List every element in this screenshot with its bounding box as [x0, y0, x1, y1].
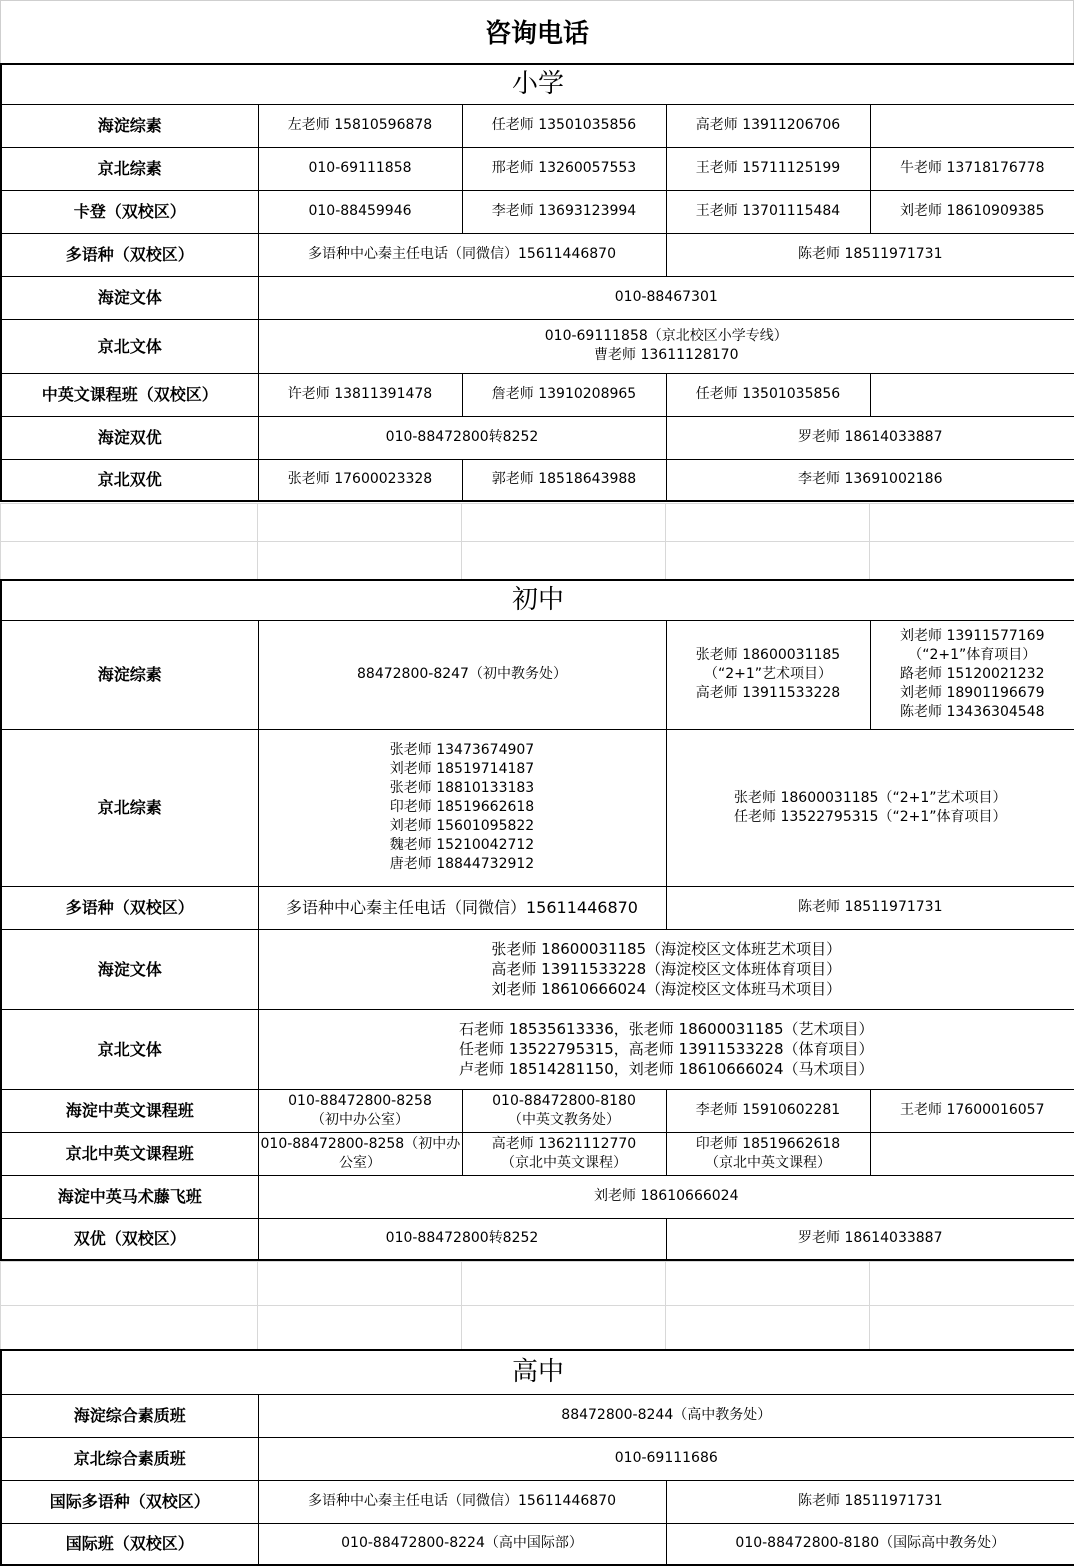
table-row — [1, 416, 1074, 459]
contact-line: 公室） — [339, 1154, 381, 1171]
table-row — [1, 459, 1074, 501]
contact-line: 010-69111858（京北校区小学专线） — [544, 328, 788, 344]
contact-cell — [462, 1132, 666, 1175]
contact-cell: 詹老师 13910208965 — [462, 373, 666, 416]
table-row — [1, 1089, 1074, 1132]
contact-cell — [666, 1132, 870, 1175]
contact-cell: 李老师 13693123994 — [462, 190, 666, 233]
contact-cell — [258, 929, 1074, 1009]
contact-cell: 88472800-8247（初中教务处） — [258, 620, 666, 729]
table-row — [1, 1523, 1074, 1565]
table-row — [1, 1132, 1074, 1175]
row-label: 海淀综素 — [1, 620, 258, 729]
contact-line: 印老师 18519662618 — [389, 799, 535, 815]
contact-cell: 李老师 15910602281 — [666, 1089, 870, 1132]
table-row — [1, 1437, 1074, 1480]
table-row — [1, 190, 1074, 233]
contact-cell: 010-88472800-8224（高中国际部） — [258, 1523, 666, 1565]
contact-cell — [258, 1089, 462, 1132]
contact-line: 曹老师 13611128170 — [594, 347, 739, 363]
table-row — [1, 104, 1074, 147]
table-row — [1, 319, 1074, 373]
row-label: 京北综合素质班 — [1, 1437, 258, 1480]
row-label: 海淀文体 — [1, 929, 258, 1009]
contact-cell: 任老师 13501035856 — [666, 373, 870, 416]
contact-cell: 刘老师 18610909385 — [870, 190, 1074, 233]
contact-line: （初中办公室） — [311, 1111, 409, 1128]
contact-line: （京北中英文课程） — [705, 1154, 831, 1171]
row-label: 京北双优 — [1, 459, 258, 501]
contact-cell: 陈老师 18511971731 — [666, 1480, 1074, 1523]
contact-line: 任老师 13522795315，高老师 13911533228（体育项目） — [459, 1040, 874, 1058]
contact-cell: 高老师 13911206706 — [666, 104, 870, 147]
middle-table — [0, 579, 1074, 1261]
contact-cell: 多语种中心秦主任电话（同微信）15611446870 — [258, 1480, 666, 1523]
contact-cell: 010-69111858 — [258, 147, 462, 190]
contact-line: 刘老师 15601095822 — [389, 818, 535, 834]
contact-cell: 010-88467301 — [258, 276, 1074, 319]
contact-line: 印老师 18519662618 — [695, 1135, 841, 1152]
contact-cell: 陈老师 18511971731 — [666, 233, 1074, 276]
contact-cell: 郭老师 18518643988 — [462, 459, 666, 501]
contact-line: 魏老师 15210042712 — [389, 837, 535, 853]
contact-cell: 任老师 13501035856 — [462, 104, 666, 147]
empty-grid — [0, 1261, 1074, 1350]
row-label: 国际班（双校区） — [1, 1523, 258, 1565]
contact-line: 路老师 15120021232 — [900, 666, 1045, 682]
high-table — [0, 1349, 1074, 1566]
contact-cell: 多语种中心秦主任电话（同微信）15611446870 — [258, 233, 666, 276]
contact-cell: 牛老师 13718176778 — [870, 147, 1074, 190]
contact-line: 010-88472800-8258（初中办 — [260, 1135, 461, 1152]
contact-cell — [870, 1132, 1074, 1175]
contact-line: 张老师 18600031185 — [695, 647, 841, 663]
contact-line: 张老师 13473674907 — [389, 742, 535, 758]
contact-line: （中英文教务处） — [508, 1111, 620, 1128]
contact-line: 刘老师 13911577169 — [900, 628, 1045, 644]
table-row — [1, 1480, 1074, 1523]
contact-cell — [462, 1089, 666, 1132]
contact-line: 陈老师 13436304548 — [900, 704, 1045, 720]
contact-line: 010-88472800-8258 — [288, 1092, 432, 1109]
table-row — [1, 373, 1074, 416]
section-heading-middle: 初中 — [1, 580, 1074, 620]
row-label: 京北中英文课程班 — [1, 1132, 258, 1175]
table-row — [1, 1009, 1074, 1089]
row-label: 海淀文体 — [1, 276, 258, 319]
row-label: 海淀综合素质班 — [1, 1394, 258, 1437]
section-heading-high: 高中 — [1, 1350, 1074, 1394]
contact-line: 唐老师 18844732912 — [389, 856, 535, 872]
row-label: 多语种（双校区） — [1, 233, 258, 276]
contact-cell: 88472800-8244（高中教务处） — [258, 1394, 1074, 1437]
table-row — [1, 1175, 1074, 1218]
contact-cell: 张老师 17600023328 — [258, 459, 462, 501]
contact-line: 张老师 18600031185（海淀校区文体班艺术项目） — [491, 940, 842, 958]
contact-cell: 罗老师 18614033887 — [666, 416, 1074, 459]
contact-cell — [666, 620, 870, 729]
contact-cell: 王老师 17600016057 — [870, 1089, 1074, 1132]
table-row — [1, 620, 1074, 729]
contact-line: （“2+1”艺术项目） — [703, 666, 833, 682]
contact-line: 高老师 13911533228（海淀校区文体班体育项目） — [491, 960, 842, 978]
contact-cell: 010-88459946 — [258, 190, 462, 233]
primary-table — [0, 63, 1074, 502]
contact-cell: 010-88472800-8180（国际高中教务处） — [666, 1523, 1074, 1565]
contact-cell — [258, 1009, 1074, 1089]
contact-cell — [666, 729, 1074, 886]
contact-cell — [258, 1132, 462, 1175]
row-label: 国际多语种（双校区） — [1, 1480, 258, 1523]
contact-cell: 陈老师 18511971731 — [666, 886, 1074, 929]
contact-line: 高老师 13911533228 — [695, 685, 841, 701]
row-label: 京北文体 — [1, 1009, 258, 1089]
contact-cell: 多语种中心秦主任电话（同微信）15611446870 — [258, 886, 666, 929]
contact-cell: 010-88472800转8252 — [258, 1218, 666, 1260]
contact-line: 张老师 18810133183 — [389, 780, 535, 796]
contact-cell — [258, 319, 1074, 373]
row-label: 卡登（双校区） — [1, 190, 258, 233]
contact-line: 高老师 13621112770 — [491, 1135, 637, 1152]
contact-line: （京北中英文课程） — [501, 1154, 627, 1171]
contact-cell: 罗老师 18614033887 — [666, 1218, 1074, 1260]
contact-line: 刘老师 18901196679 — [900, 685, 1045, 701]
contact-line: 任老师 13522795315（“2+1”体育项目） — [734, 808, 1007, 825]
row-label: 双优（双校区） — [1, 1218, 258, 1260]
contact-cell — [258, 729, 666, 886]
contact-cell: 左老师 15810596878 — [258, 104, 462, 147]
page-title: 咨询电话 — [0, 0, 1074, 63]
row-label: 海淀综素 — [1, 104, 258, 147]
table-row — [1, 233, 1074, 276]
contact-cell: 王老师 15711125199 — [666, 147, 870, 190]
table-row — [1, 729, 1074, 886]
contact-cell: 刘老师 18610666024 — [258, 1175, 1074, 1218]
table-row — [1, 1218, 1074, 1260]
table-row — [1, 886, 1074, 929]
contact-line: 张老师 18600031185（“2+1”艺术项目） — [734, 789, 1007, 806]
row-label: 海淀双优 — [1, 416, 258, 459]
contact-cell: 010-69111686 — [258, 1437, 1074, 1480]
contact-line: （“2+1”体育项目） — [908, 647, 1037, 663]
contact-cell: 许老师 13811391478 — [258, 373, 462, 416]
table-row — [1, 276, 1074, 319]
table-row — [1, 1394, 1074, 1437]
section-heading-primary: 小学 — [1, 64, 1074, 104]
row-label: 多语种（双校区） — [1, 886, 258, 929]
table-row — [1, 929, 1074, 1009]
contact-cell: 邢老师 13260057553 — [462, 147, 666, 190]
row-label: 京北综素 — [1, 147, 258, 190]
row-label: 中英文课程班（双校区） — [1, 373, 258, 416]
contact-line: 卢老师 18514281150，刘老师 18610666024（马术项目） — [459, 1060, 874, 1078]
contact-line: 刘老师 18519714187 — [389, 761, 535, 777]
contact-cell: 李老师 13691002186 — [666, 459, 1074, 501]
contact-cell — [870, 104, 1074, 147]
contact-cell — [870, 373, 1074, 416]
table-row — [1, 147, 1074, 190]
row-label: 海淀中英马术藤飞班 — [1, 1175, 258, 1218]
row-label: 京北综素 — [1, 729, 258, 886]
contact-cell: 王老师 13701115484 — [666, 190, 870, 233]
contact-cell: 010-88472800转8252 — [258, 416, 666, 459]
row-label: 海淀中英文课程班 — [1, 1089, 258, 1132]
empty-grid — [0, 503, 1074, 580]
contact-line: 刘老师 18610666024（海淀校区文体班马术项目） — [491, 980, 842, 998]
contact-line: 010-88472800-8180 — [492, 1092, 636, 1109]
contact-cell — [870, 620, 1074, 729]
row-label: 京北文体 — [1, 319, 258, 373]
contact-line: 石老师 18535613336，张老师 18600031185（艺术项目） — [459, 1020, 874, 1038]
